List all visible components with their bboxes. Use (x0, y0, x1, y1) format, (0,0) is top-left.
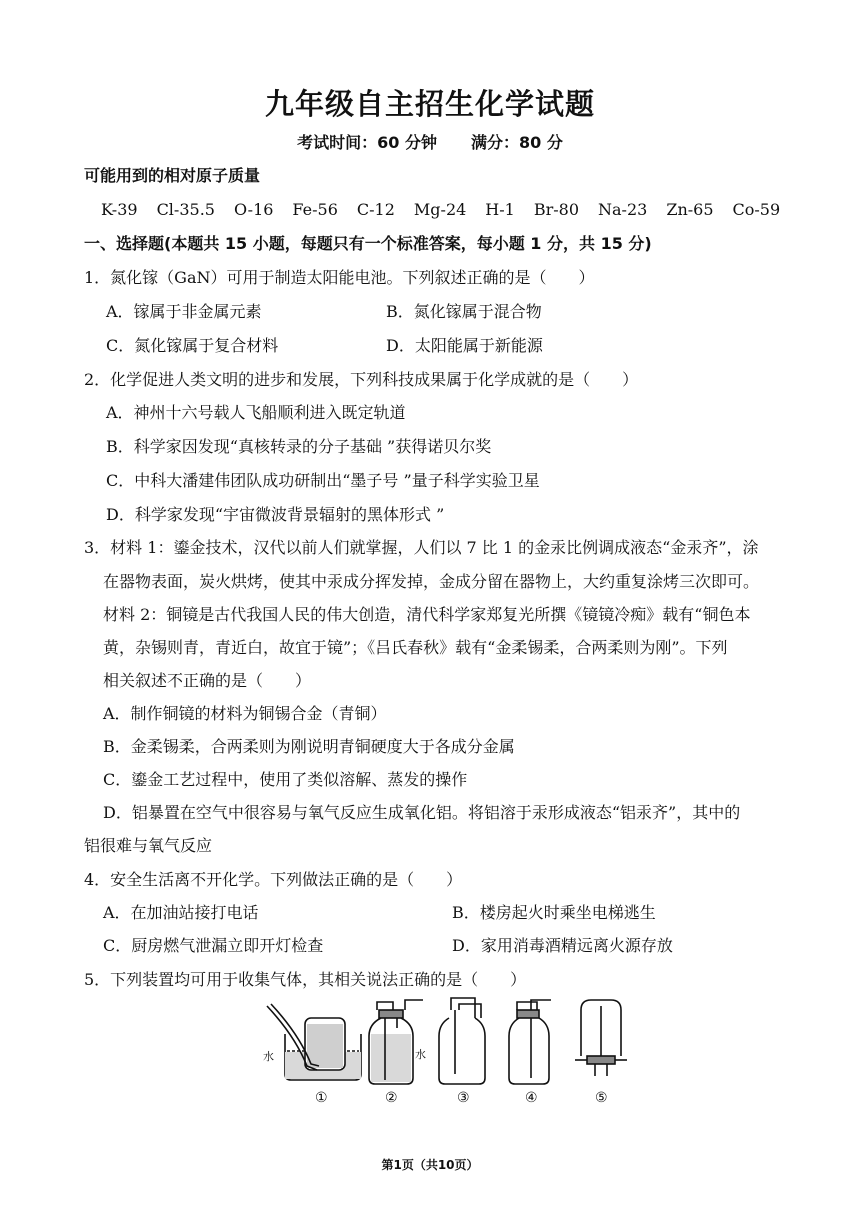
q1-option-b: B．氮化镓属于混合物 (386, 302, 542, 321)
q3-line-2: 在器物表面，炭火烘烤，使其中汞成分挥发掉，金成分留在器物上，大约重复涂烤三次即可。 (103, 572, 760, 591)
atomic-mass-item: C-12 (356, 200, 395, 219)
q2-option-d: D．科学家发现“宇宙微波背景辐射的黑体形式 ” (106, 505, 445, 524)
q3-option-d-line-2: 铝很难与氧气反应 (84, 836, 213, 855)
q3-option-c: C．鎏金工艺过程中，使用了类似溶解、蒸发的操作 (103, 770, 468, 789)
q1-stem: 1．氮化镓（GaN）可用于制造太阳能电池。下列叙述正确的是（ ） (84, 268, 595, 287)
apparatus-4 (509, 1000, 551, 1084)
q2-option-c: C．中科大潘建伟团队成功研制出“墨子号 ”量子科学实验卫星 (106, 471, 540, 490)
q1-option-c: C．氮化镓属于复合材料 (106, 336, 279, 355)
q2-option-b: B．科学家因发现“真核转录的分子基础 ”获得诺贝尔奖 (106, 437, 492, 456)
atomic-mass-item: H-1 (485, 200, 515, 219)
figure-label-5: ⑤ (595, 1090, 608, 1106)
atomic-mass-list (101, 200, 799, 220)
q3-option-d-line-1: D．铝暴置在空气中很容易与氧气反应生成氧化铝。将铝溶于汞形成液态“铝汞齐”，其中的 (103, 803, 741, 822)
atomic-mass-item: Fe-56 (292, 200, 338, 219)
apparatus-5 (575, 1000, 627, 1076)
atomic-mass-item: K-39 (101, 200, 138, 219)
apparatus-1 (267, 1004, 361, 1080)
q2-stem: 2．化学促进人类文明的进步和发展，下列科技成果属于化学成就的是（ ） (84, 370, 639, 389)
q4-option-b: B．楼房起火时乘坐电梯逃生 (452, 903, 656, 922)
q4-stem: 4．安全生活离不开化学。下列做法正确的是（ ） (84, 870, 463, 889)
q3-line-5: 相关叙述不正确的是（ ） (103, 671, 312, 690)
q4-option-c: C．厨房燃气泄漏立即开灯检查 (103, 936, 324, 955)
water-label-left: 水 (263, 1050, 274, 1063)
q3-line-4: 黄，杂锡则青，青近白，故宜于镜”；《吕氏春秋》载有“金柔锡柔，合两柔则为刚”。下列 (103, 638, 728, 657)
exam-time: 考试时间：60 分钟 (297, 133, 437, 152)
atomic-mass-heading: 可能用到的相对原子质量 (84, 166, 261, 185)
atomic-mass-item: Br-80 (533, 200, 580, 219)
water-label-right: 水 (415, 1048, 426, 1061)
atomic-mass-item: Cl-35.5 (156, 200, 215, 219)
section1-heading: 一、选择题(本题共 15 小题，每题只有一个标准答案，每小题 1 分，共 15 分) (84, 234, 652, 253)
exam-title: 九年级自主招生化学试题 (264, 87, 595, 121)
q3-line-3: 材料 2：铜镜是古代我国人民的伟大创造，清代科学家郑复光所撰《镜镜冷痴》载有“铜色本 (103, 605, 751, 624)
apparatus-2 (369, 1000, 423, 1084)
atomic-mass-item: O-16 (233, 200, 274, 219)
atomic-mass-item: Co-59 (732, 200, 781, 219)
figure-label-1: ① (315, 1090, 328, 1106)
exam-subtitle (0, 130, 860, 153)
q2-option-a: A．神州十六号载人飞船顺利进入既定轨道 (106, 403, 406, 422)
q4-option-d: D．家用消毒酒精远离火源存放 (452, 936, 673, 955)
figure-label-2: ② (385, 1090, 398, 1106)
apparatus-3 (439, 998, 485, 1084)
q3-option-b: B．金柔锡柔，合两柔则为刚说明青铜硬度大于各成分金属 (103, 737, 515, 756)
figure-label-3: ③ (457, 1090, 470, 1106)
page-footer: 第1页（共10页） (381, 1158, 479, 1172)
q5-stem: 5．下列装置均可用于收集气体，其相关说法正确的是（ ） (84, 970, 527, 989)
q3-line-1: 3．材料 1：鎏金技术，汉代以前人们就掌握，人们以 7 比 1 的金汞比例调成液态“金汞齐”，涂 (84, 538, 759, 557)
atomic-mass-item: Mg-24 (413, 200, 467, 219)
q1-option-d: D．太阳能属于新能源 (386, 336, 543, 355)
atomic-mass-item: Na-23 (598, 200, 648, 219)
figure-label-4: ④ (525, 1090, 538, 1106)
q3-option-a: A．制作铜镜的材料为铜锡合金（青铜） (103, 704, 387, 723)
exam-score: 满分：80 分 (471, 133, 563, 152)
q4-option-a: A．在加油站接打电话 (103, 903, 259, 922)
gas-collection-apparatus-figure (255, 996, 655, 1106)
atomic-mass-item: Zn-65 (666, 200, 714, 219)
q1-option-a: A．镓属于非金属元素 (106, 302, 262, 321)
